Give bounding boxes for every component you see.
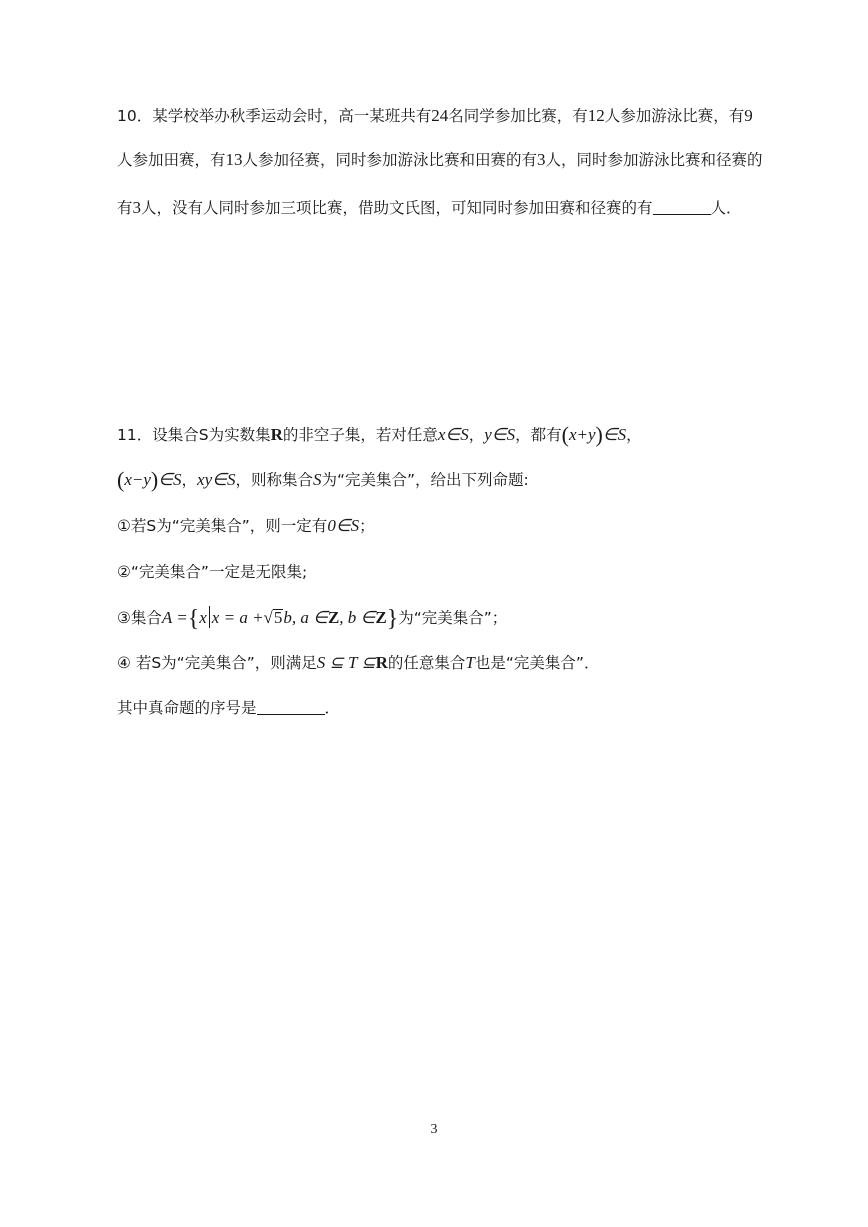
answer-blank-q10: [653, 198, 711, 215]
q10-line-2: 人参加田赛，有13人参加径赛，同时参加游泳比赛和田赛的有3人，同时参加游泳比赛和径赛的: [117, 150, 763, 169]
q11-line-1: 11．设集合S为实数集R的非空子集，若对任意x∈S，y∈S，都有(x+y)∈S，: [117, 422, 642, 447]
q11-proposition-2: ②“完美集合”一定是无限集;: [117, 563, 308, 581]
q11-proposition-1: ①若S为“完美集合”，则一定有0∈S；: [117, 516, 375, 535]
page-number: 3: [430, 1122, 438, 1137]
q11-line-2: (x−y)∈S，xy∈S，则称集合S为“完美集合”，给出下列命题:: [117, 467, 529, 492]
q11-question: 其中真命题的序号是 ．: [117, 699, 341, 717]
q10-line-1: 10．某学校举办秋季运动会时，高一某班共有24名同学参加比赛，有12人参加游泳比赛，有9: [117, 106, 753, 125]
q11-proposition-3: ③集合A ={x x = a +√5b, a ∈Z, b ∈Z}为“完美集合”；: [117, 606, 508, 632]
q11-proposition-4: ④ 若S为“完美集合”，则满足S ⊆ T ⊆R的任意集合T也是“完美集合”．: [117, 653, 600, 672]
answer-blank-q11: [257, 698, 325, 715]
q10-line-3: 有3人，没有人同时参加三项比赛，借助文氏图，可知同时参加田赛和径赛的有 人．: [117, 198, 742, 217]
